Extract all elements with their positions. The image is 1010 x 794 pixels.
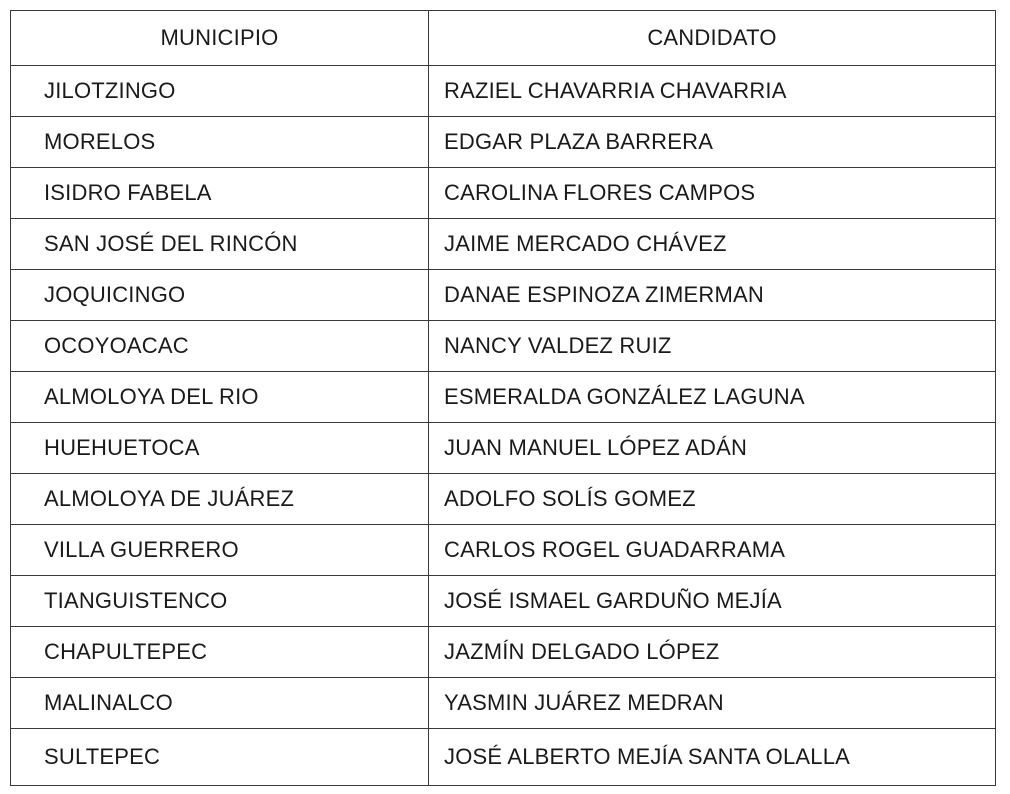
candidato-cell: JOSÉ ALBERTO MEJÍA SANTA OLALLA [429,729,996,786]
candidato-cell: JOSÉ ISMAEL GARDUÑO MEJÍA [429,576,996,627]
table-row [11,117,996,168]
table-row [11,66,996,117]
candidates-table-container [10,10,995,786]
table-row [11,423,996,474]
table-row [11,678,996,729]
table-row [11,474,996,525]
municipio-cell: JOQUICINGO [11,270,429,321]
municipio-cell: ISIDRO FABELA [11,168,429,219]
table-header [11,11,996,66]
candidato-cell: RAZIEL CHAVARRIA CHAVARRIA [429,66,996,117]
table-row [11,270,996,321]
municipio-cell: ALMOLOYA DEL RIO [11,372,429,423]
municipio-cell: SAN JOSÉ DEL RINCÓN [11,219,429,270]
candidato-cell: ADOLFO SOLÍS GOMEZ [429,474,996,525]
table-row [11,168,996,219]
municipio-cell: MORELOS [11,117,429,168]
candidato-cell: YASMIN JUÁREZ MEDRAN [429,678,996,729]
table-row [11,321,996,372]
header-row [11,11,996,66]
table-row [11,219,996,270]
header-municipio: MUNICIPIO [11,11,429,66]
municipio-cell: ALMOLOYA DE JUÁREZ [11,474,429,525]
table-row [11,372,996,423]
candidato-cell: CAROLINA FLORES CAMPOS [429,168,996,219]
table-row [11,627,996,678]
municipio-cell: MALINALCO [11,678,429,729]
municipio-cell: HUEHUETOCA [11,423,429,474]
municipio-cell: VILLA GUERRERO [11,525,429,576]
candidato-cell: ESMERALDA GONZÁLEZ LAGUNA [429,372,996,423]
table-row [11,576,996,627]
candidato-cell: CARLOS ROGEL GUADARRAMA [429,525,996,576]
table-row [11,729,996,786]
header-candidato: CANDIDATO [429,11,996,66]
municipio-cell: CHAPULTEPEC [11,627,429,678]
candidato-cell: JAIME MERCADO CHÁVEZ [429,219,996,270]
municipio-cell: SULTEPEC [11,729,429,786]
candidates-table [10,10,996,786]
municipio-cell: OCOYOACAC [11,321,429,372]
table-row [11,525,996,576]
municipio-cell: JILOTZINGO [11,66,429,117]
table-body [11,66,996,786]
candidato-cell: JUAN MANUEL LÓPEZ ADÁN [429,423,996,474]
candidato-cell: DANAE ESPINOZA ZIMERMAN [429,270,996,321]
municipio-cell: TIANGUISTENCO [11,576,429,627]
candidato-cell: EDGAR PLAZA BARRERA [429,117,996,168]
candidato-cell: JAZMÍN DELGADO LÓPEZ [429,627,996,678]
candidato-cell: NANCY VALDEZ RUIZ [429,321,996,372]
